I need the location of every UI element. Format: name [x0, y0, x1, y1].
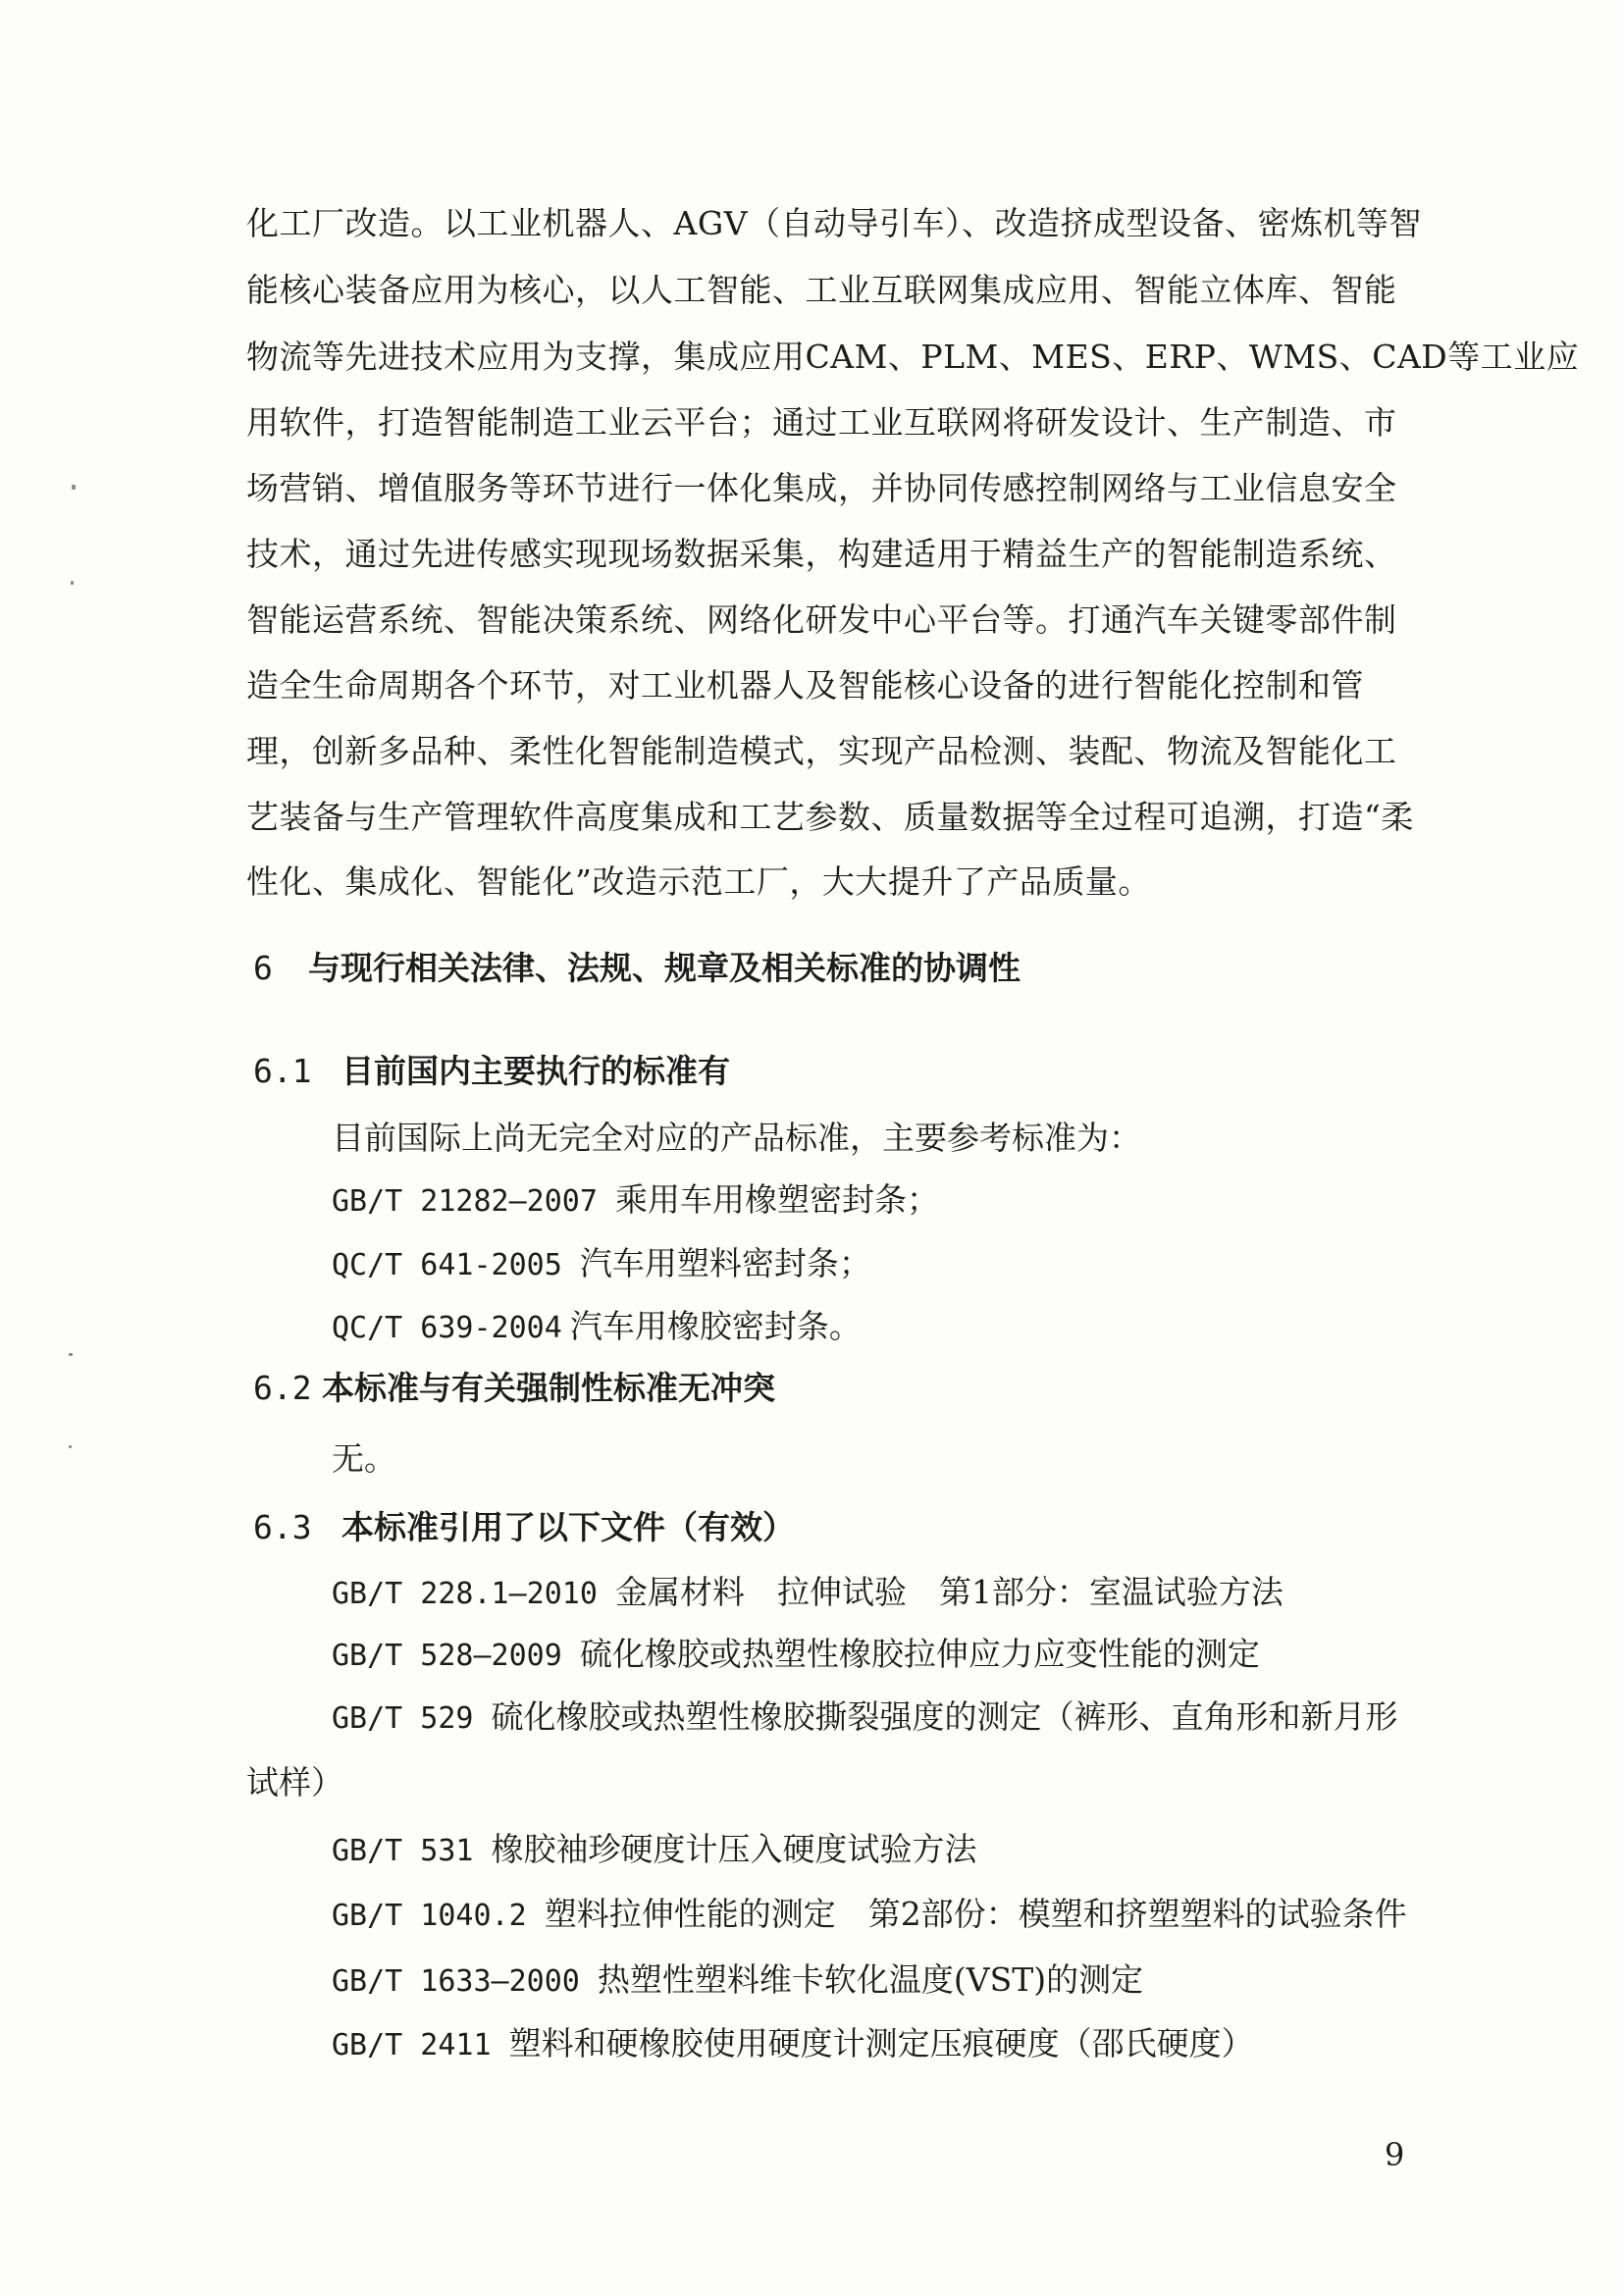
standard-code: QC/T 641-2005 — [332, 1248, 562, 1282]
paragraph-line: 物流等先进技术应用为支撑，集成应用CAM、PLM、MES、ERP、WMS、CAD等工业应 — [246, 338, 1580, 376]
paragraph-line: 化工厂改造。以工业机器人、AGV（自动导引车）、改造挤成型设备、密炼机等智 — [246, 204, 1423, 242]
section-number: 6 — [253, 949, 273, 987]
scan-speck — [71, 581, 74, 585]
standard-code: GB/T 531 — [332, 1834, 474, 1868]
paragraph-line: 能核心装备应用为核心，以人工智能、工业互联网集成应用、智能立体库、智能 — [246, 271, 1397, 309]
standard-title: 汽车用塑料密封条； — [579, 1244, 871, 1282]
paragraph-line: 艺装备与生产管理软件高度集成和工艺参数、质量数据等全过程可追溯，打造“柔 — [246, 798, 1414, 836]
paragraph-line: 用软件，打造智能制造工业云平台；通过工业互联网将研发设计、生产制造、市 — [246, 403, 1397, 442]
paragraph-line: 造全生命周期各个环节，对工业机器人及智能核心设备的进行智能化控制和管 — [246, 666, 1364, 704]
standard-item — [332, 1895, 1407, 1936]
scan-speck — [69, 1445, 72, 1448]
paragraph-line: 性化、集成化、智能化”改造示范工厂，大大提升了产品质量。 — [246, 862, 1151, 901]
paragraph-line: 技术，通过先进传感实现现场数据采集，构建适用于精益生产的智能制造系统、 — [246, 535, 1397, 573]
scan-speck — [69, 1353, 73, 1356]
standard-title: 硫化橡胶或热塑性橡胶撕裂强度的测定（裤形、直角形和新月形 — [491, 1697, 1398, 1736]
standard-code: GB/T 529 — [332, 1701, 474, 1736]
section-heading-6 — [253, 949, 1021, 988]
standard-title: 硫化橡胶或热塑性橡胶拉伸应力应变性能的测定 — [579, 1635, 1260, 1673]
page-number: 9 — [1385, 2136, 1405, 2173]
section-heading-6-2 — [253, 1369, 775, 1408]
standard-item — [332, 1244, 871, 1285]
section-heading-6-3 — [253, 1508, 795, 1547]
standard-title: 乘用车用橡塑密封条； — [614, 1180, 939, 1219]
standard-item — [332, 1573, 1283, 1614]
section-title: 本标准引用了以下文件（有效） — [341, 1508, 795, 1546]
standard-item — [332, 2024, 1254, 2065]
standard-title: 热塑性塑料维卡软化温度(VST)的测定 — [597, 1960, 1144, 1999]
section-title: 目前国内主要执行的标准有 — [341, 1052, 730, 1090]
section-heading-6-1 — [253, 1052, 730, 1091]
standard-title: 汽车用橡胶密封条。 — [569, 1307, 862, 1345]
section-number: 6.2 — [253, 1369, 312, 1407]
scan-speck — [72, 485, 76, 490]
paragraph-line: 理，创新多品种、柔性化智能制造模式，实现产品检测、装配、物流及智能化工 — [246, 732, 1397, 770]
section-title: 与现行相关法律、法规、规章及相关标准的协调性 — [308, 949, 1021, 987]
standard-code: GB/T 228.1—2010 — [332, 1577, 598, 1611]
standard-item — [332, 1635, 1260, 1676]
standard-title: 塑料和硬橡胶使用硬度计测定压痕硬度（邵氏硬度） — [508, 2024, 1254, 2062]
standard-code: QC/T 639-2004 — [332, 1311, 562, 1345]
standard-code: GB/T 528—2009 — [332, 1639, 562, 1673]
section-number: 6.3 — [253, 1508, 312, 1546]
standard-code: GB/T 1040.2 — [332, 1899, 527, 1933]
standard-item — [332, 1830, 977, 1871]
standard-title: 金属材料 拉伸试验 第1部分：室温试验方法 — [614, 1573, 1283, 1611]
standard-code: GB/T 2411 — [332, 2028, 492, 2062]
standard-item-continuation: 试样） — [246, 1763, 343, 1801]
standard-title: 橡胶袖珍硬度计压入硬度试验方法 — [491, 1830, 977, 1868]
standard-code: GB/T 21282—2007 — [332, 1184, 598, 1219]
section-body: 无。 — [332, 1439, 396, 1478]
standard-item — [332, 1960, 1143, 2002]
section-intro: 目前国际上尚无完全对应的产品标准，主要参考标准为： — [332, 1119, 1141, 1157]
standard-item — [332, 1307, 862, 1348]
section-number: 6.1 — [253, 1052, 312, 1090]
standard-code: GB/T 1633—2000 — [332, 1964, 580, 1999]
standard-title: 塑料拉伸性能的测定 第2部份：模塑和挤塑塑料的试验条件 — [544, 1895, 1407, 1933]
standard-item — [332, 1697, 1398, 1739]
section-title: 本标准与有关强制性标准无冲突 — [322, 1369, 775, 1407]
paragraph-line: 场营销、增值服务等环节进行一体化集成，并协同传感控制网络与工业信息安全 — [246, 469, 1397, 507]
paragraph-line: 智能运营系统、智能决策系统、网络化研发中心平台等。打通汽车关键零部件制 — [246, 600, 1397, 639]
standard-item — [332, 1180, 939, 1222]
